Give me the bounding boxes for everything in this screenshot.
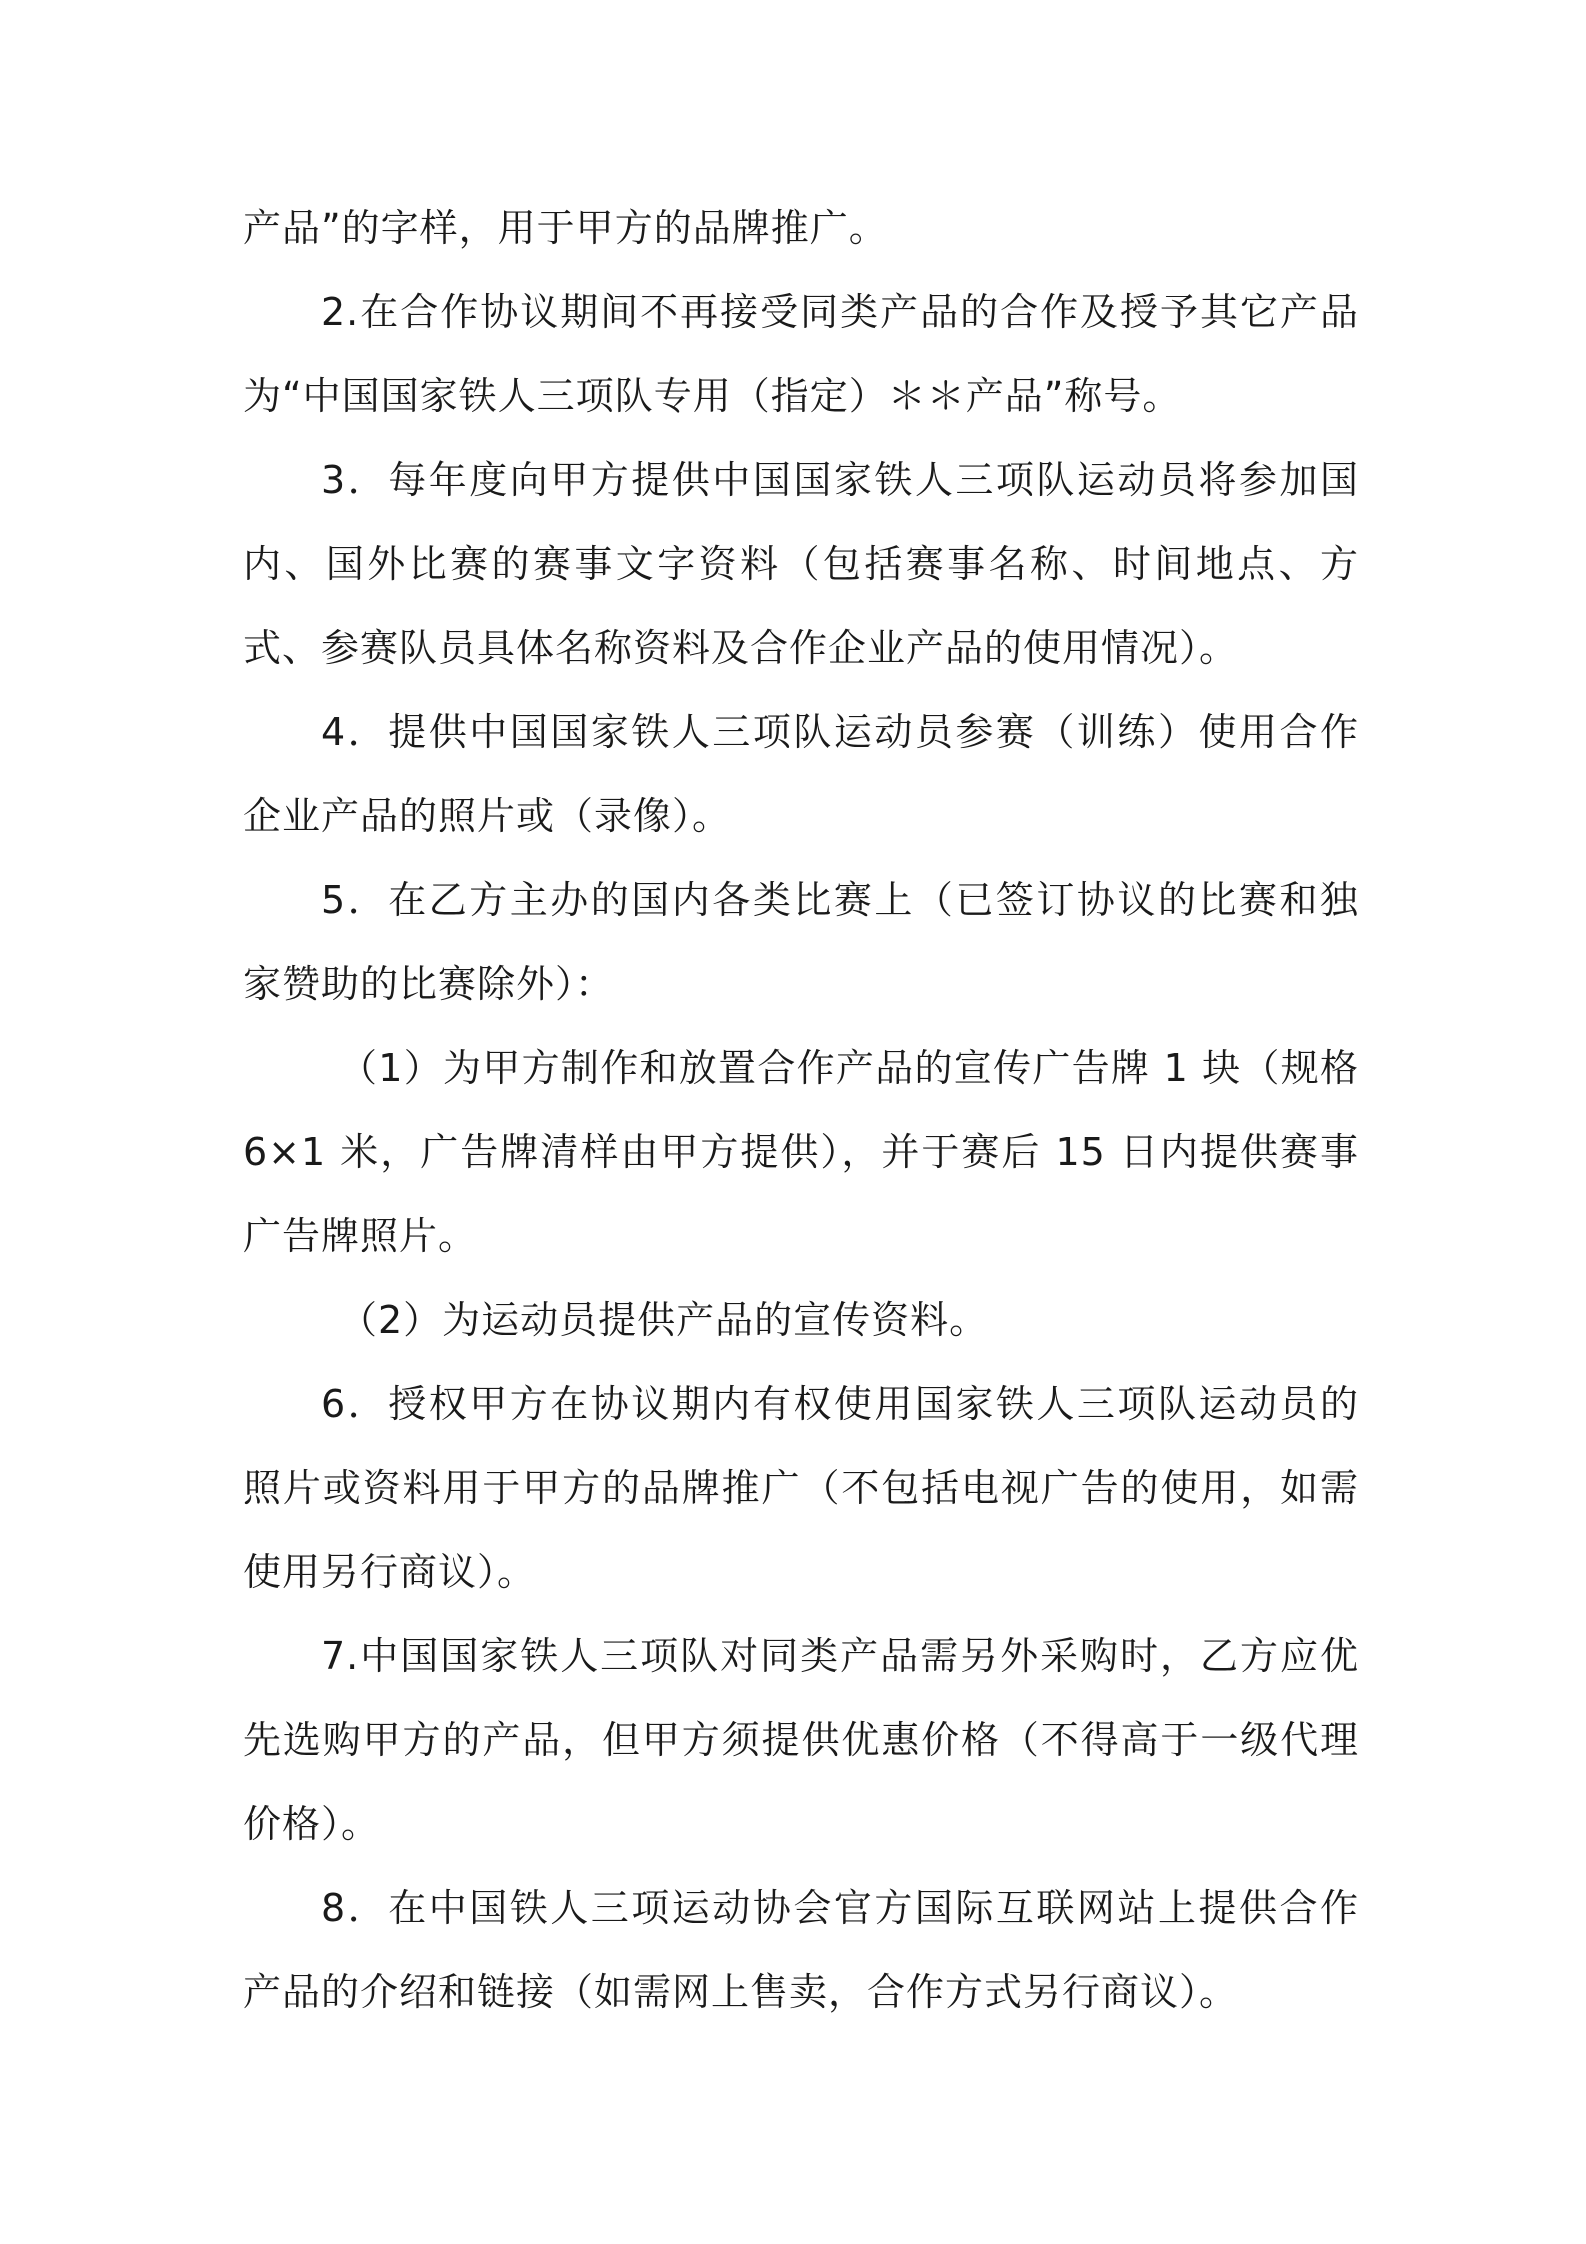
paragraph-item-2: 2.在合作协议期间不再接受同类产品的合作及授予其它产品为“中国国家铁人三项队专用（指定）＊＊产品”称号。 <box>243 290 1359 418</box>
paragraph-item-5-sub-2: （2）为运动员提供产品的宣传资料。 <box>339 1298 989 1342</box>
paragraph-item-7: 7.中国国家铁人三项队对同类产品需另外采购时，乙方应优先选购甲方的产品，但甲方须提供优惠价格（不得高于一级代理价格）。 <box>243 1634 1359 1846</box>
paragraph-item-5-sub-1: （1）为甲方制作和放置合作产品的宣传广告牌 1 块（规格 6×1 米，广告牌清样由甲方提供），并于赛后 15 日内提供赛事广告牌照片。 <box>243 1046 1359 1258</box>
paragraph-item-4: 4．提供中国国家铁人三项队运动员参赛（训练）使用合作企业产品的照片或（录像）。 <box>243 710 1359 838</box>
paragraph-item-5: 5．在乙方主办的国内各类比赛上（已签订协议的比赛和独家赞助的比赛除外）： <box>243 878 1359 1006</box>
paragraph-continuation: 产品”的字样，用于甲方的品牌推广。 <box>243 206 888 250</box>
paragraph-item-6: 6．授权甲方在协议期内有权使用国家铁人三项队运动员的照片或资料用于甲方的品牌推广（不包括电视广告的使用，如需使用另行商议）。 <box>243 1382 1359 1594</box>
document-body <box>243 186 1359 2034</box>
paragraph-item-8: 8．在中国铁人三项运动协会官方国际互联网站上提供合作产品的介绍和链接（如需网上售卖，合作方式另行商议）。 <box>243 1886 1359 2014</box>
paragraph-item-3: 3．每年度向甲方提供中国国家铁人三项队运动员将参加国内、国外比赛的赛事文字资料（包括赛事名称、时间地点、方式、参赛队员具体名称资料及合作企业产品的使用情况）。 <box>243 458 1359 670</box>
